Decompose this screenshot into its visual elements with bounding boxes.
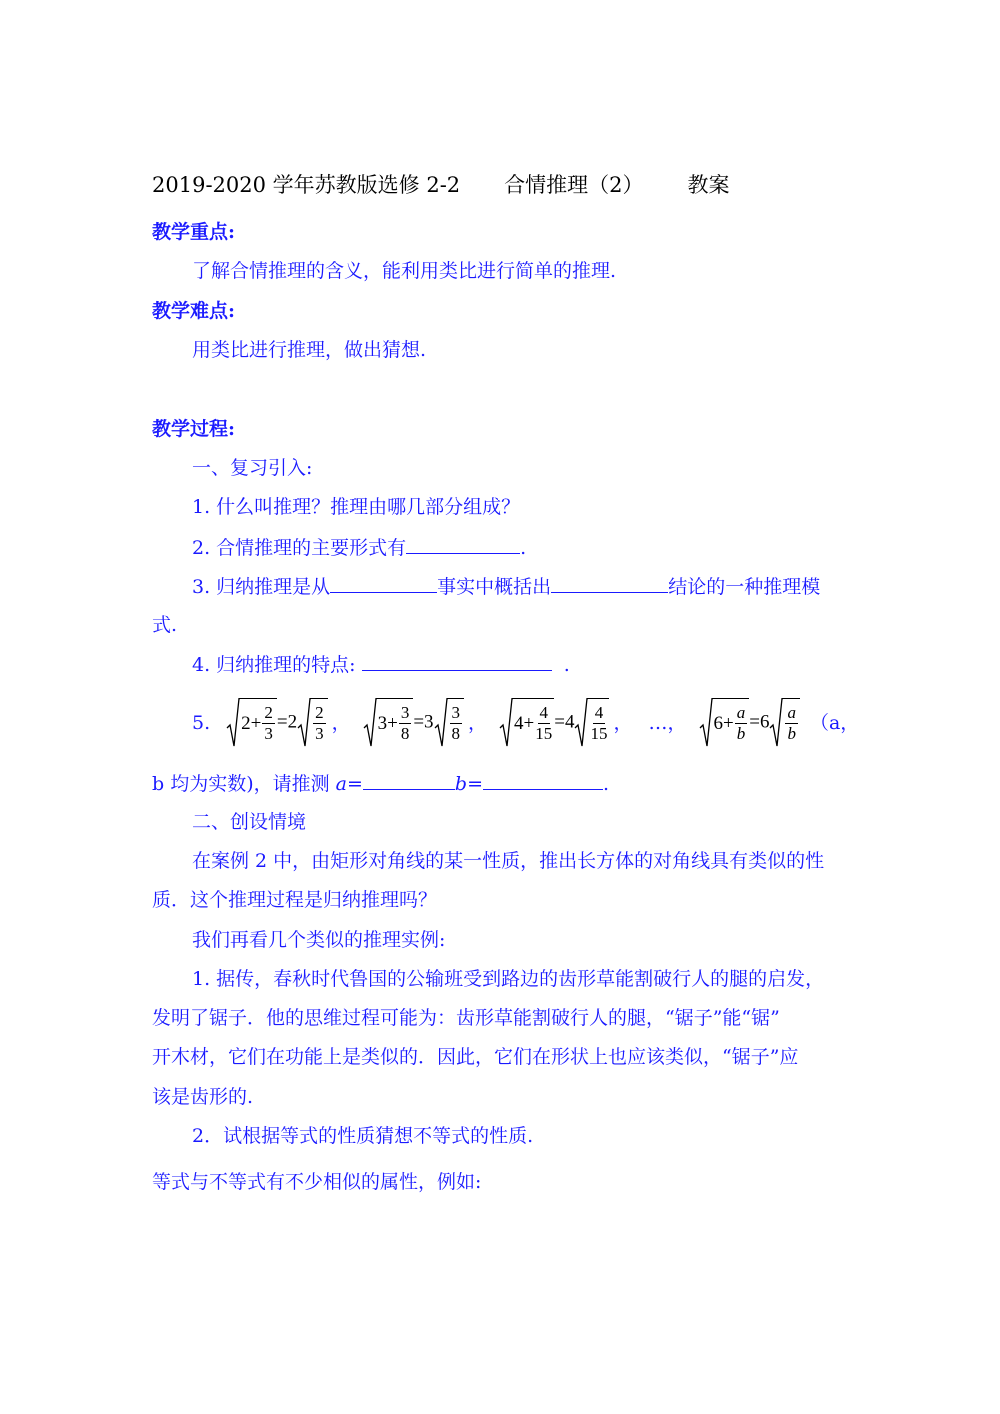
- radical-icon: [297, 698, 311, 748]
- paragraph: 质．这个推理过程是归纳推理吗？: [152, 889, 438, 911]
- formula-2: 3 + $\frac{3}{8}$ =3 $\frac{3}{8}$: [363, 698, 464, 748]
- radical-icon: [363, 698, 377, 748]
- example-1: 该是齿形的.: [152, 1086, 254, 1108]
- radical-icon: [499, 698, 513, 748]
- answer-blank[interactable]: [406, 535, 520, 554]
- radical-icon: [699, 698, 713, 748]
- example-2: 2．试根据等式的性质猜想不等式的性质.: [192, 1125, 534, 1147]
- q3-text: 事实中概括出: [437, 576, 552, 598]
- radical-icon: [226, 698, 240, 748]
- example-1: 发明了锯子．他的思维过程可能为：齿形草能割破行人的腿，“锯子”能“锯”: [152, 1007, 780, 1029]
- difficulty-heading: 教学难点:: [152, 300, 236, 322]
- answer-blank-a[interactable]: [363, 771, 455, 790]
- comma: ，: [613, 712, 633, 734]
- q5-text: b 均为实数)，请推测: [152, 773, 336, 795]
- answer-blank[interactable]: [330, 574, 437, 593]
- answer-blank-b[interactable]: [483, 771, 603, 790]
- section-review: 一、复习引入:: [192, 457, 313, 479]
- sqrt: 2 + $\frac{2}{3}$: [226, 698, 277, 748]
- q5-tail: （a，: [809, 712, 860, 734]
- comma: ，: [331, 712, 351, 734]
- paragraph: 等式与不等式有不少相似的属性，例如:: [152, 1171, 482, 1193]
- q4-period: .: [563, 654, 570, 676]
- q2-period: .: [520, 537, 527, 559]
- comma: ，: [468, 712, 488, 734]
- question-3-cont: 式.: [152, 614, 178, 636]
- formula-3: 4 + $\frac{4}{15}$ =4 $\frac{4}{15}$: [499, 698, 609, 748]
- difficulty-text: 用类比进行推理，做出猜想.: [192, 339, 427, 361]
- radical-icon: [574, 698, 588, 748]
- paragraph: 我们再看几个类似的推理实例:: [192, 929, 446, 951]
- formula-general: 6 + $\frac{a}{b}$ =6 $\frac{a}{b}$: [699, 698, 800, 748]
- radical-icon: [434, 698, 448, 748]
- key-text: 了解合情推理的含义，能利用类比进行简单的推理.: [192, 260, 617, 282]
- title-type: 教案: [687, 173, 730, 197]
- radical-icon: [769, 698, 783, 748]
- title-topic: 合情推理（2）: [504, 173, 644, 197]
- q4-text: 4. 归纳推理的特点:: [192, 654, 356, 676]
- title-course: 2019-2020 学年苏教版选修 2-2: [152, 173, 461, 197]
- q2-text: 2. 合情推理的主要形式有: [192, 537, 407, 559]
- question-2: [192, 535, 526, 560]
- q5-number: 5.: [192, 712, 211, 734]
- q3-text: 3. 归纳推理是从: [192, 576, 331, 598]
- question-5-formulas: [192, 698, 859, 748]
- b-equals: b=: [454, 773, 483, 795]
- answer-blank[interactable]: [362, 652, 552, 671]
- example-1: 开木材，它们在功能上是类似的．因此，它们在形状上也应该类似，“锯子”应: [152, 1046, 799, 1068]
- process-heading: 教学过程:: [152, 418, 236, 440]
- paragraph: 在案例 2 中，由矩形对角线的某一性质，推出长方体的对角线具有类似的性: [192, 850, 825, 872]
- q3-text: 结论的一种推理模: [668, 576, 821, 598]
- page-title: [152, 173, 774, 197]
- a-equals: a=: [335, 773, 363, 795]
- example-1: 1. 据传，春秋时代鲁国的公输班受到路边的齿形草能割破行人的腿的启发，: [192, 968, 825, 990]
- question-3: [192, 574, 820, 599]
- ellipsis: …，: [648, 712, 687, 734]
- question-1: 1. 什么叫推理？推理由哪几部分组成？: [192, 496, 521, 518]
- q5-period: .: [603, 773, 610, 795]
- key-heading: 教学重点:: [152, 221, 236, 243]
- section-scenario: 二、创设情境: [192, 811, 307, 833]
- question-4: [192, 652, 570, 677]
- answer-blank[interactable]: [551, 574, 668, 593]
- question-5-cont: [152, 771, 609, 796]
- formula-1: 2 + $\frac{2}{3}$ =2 $\frac{2}{3}$: [226, 698, 327, 748]
